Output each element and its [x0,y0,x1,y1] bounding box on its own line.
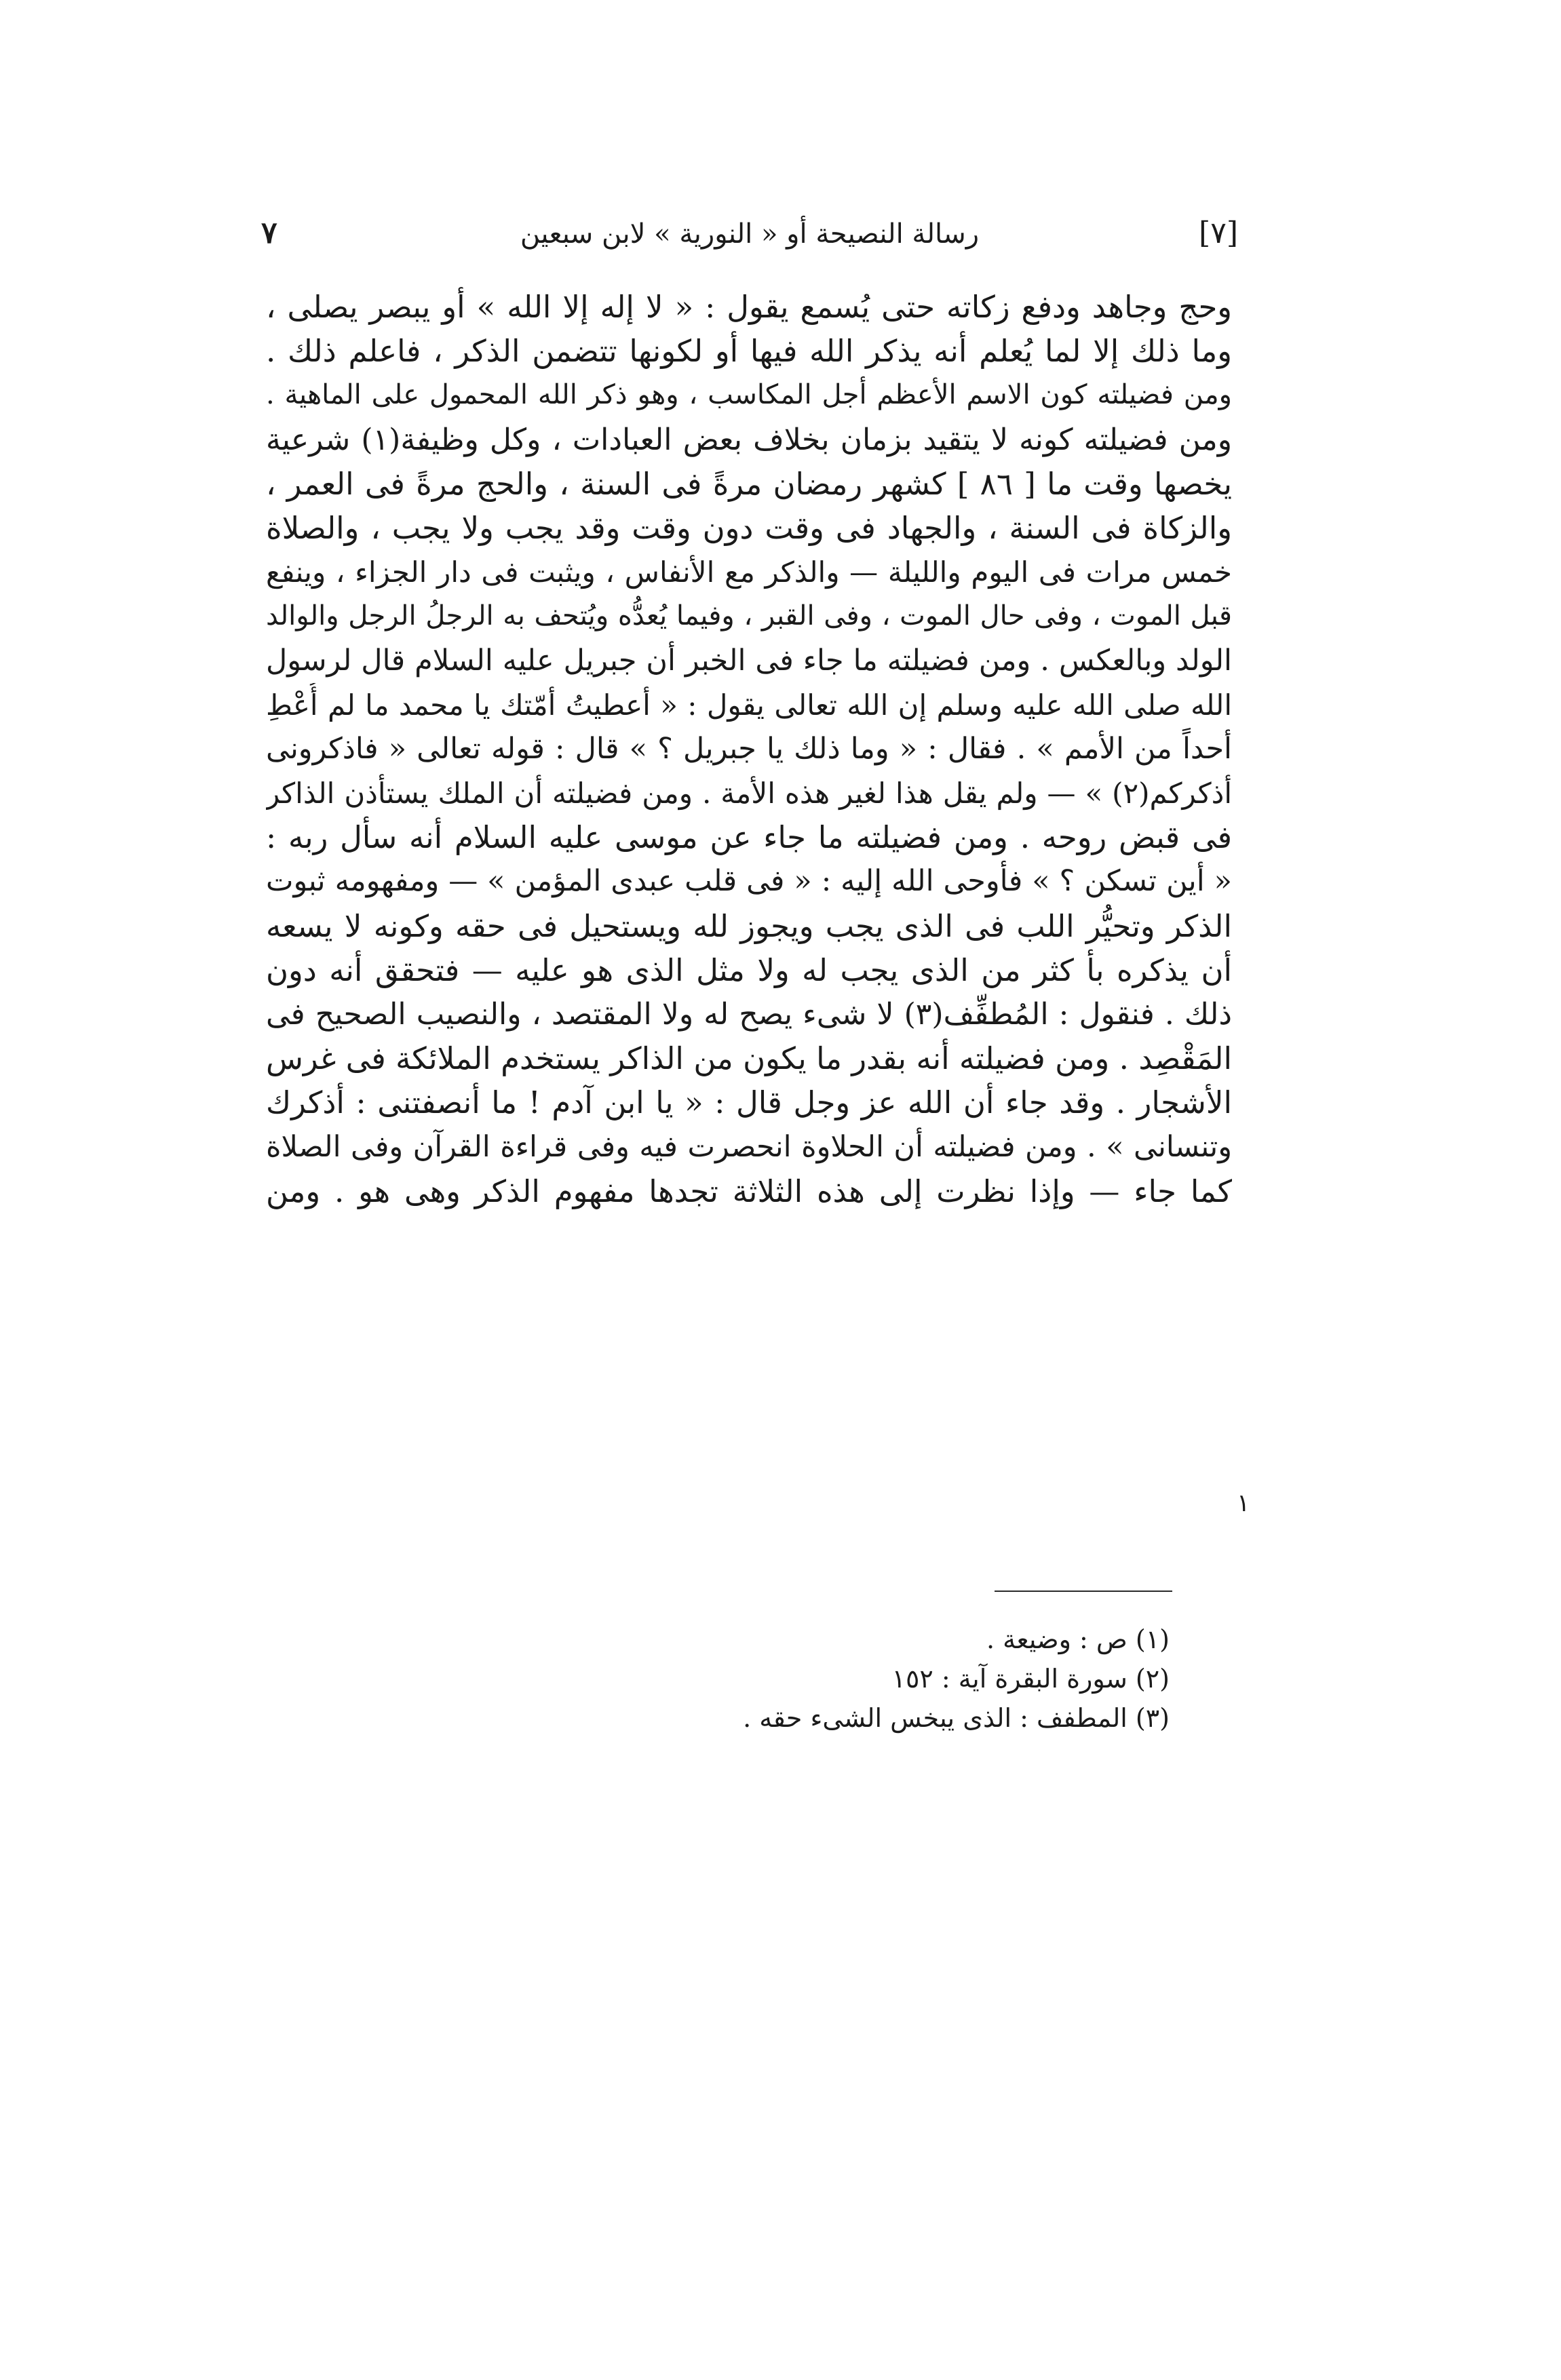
text-line: الأشجار . وقد جاء أن الله عز وجل قال : « يا ابن آدم ! ما أنصفتنى : أذكرك [266,1085,1232,1121]
text-line: والزكاة فى السنة ، والجهاد فى وقت دون وقت وقد يجب ولا يجب ، والصلاة [266,509,1232,546]
footnotes [611,1620,1170,1738]
text-line: أذكركم(٢) » — ولم يقل هذا لغير هذه الأمة . ومن فضيلته أن الملك يستأذن الذاكر [266,777,1232,811]
text-line: فى قبض روحه . ومن فضيلته ما جاء عن موسى عليه السلام أنه سأل ربه : [266,819,1232,856]
text-line: ذلك . فنقول : المُطفِّف(٣) لا شىء يصح له ولا المقتصد ، والنصيب الصحيح فى [266,997,1232,1032]
text-line: خمس مرات فى اليوم والليلة — والذكر مع الأنفاس ، ويثبت فى دار الجزاء ، وينفع [266,555,1232,589]
page-header [261,216,1238,270]
text-line: قبل الموت ، وفى حال الموت ، وفى القبر ، وفيما يُعدُّه ويُتحف به الرجلُ الرجل والوالد [266,600,1232,632]
text-line: وما ذلك إلا لما يُعلم أنه يذكر الله فيها أو لكونها تتضمن الذكر ، فاعلم ذلك . [266,333,1232,370]
text-line: أن يذكره بأ كثر من الذى يجب له ولا مثل الذى هو عليه — فتحقق أنه دون [266,952,1232,988]
text-line: أحداً من الأمم » . فقال : « وما ذلك يا جبريل ؟ » قال : قوله تعالى « فاذكرونى [266,731,1232,766]
text-line: الله صلى الله عليه وسلم إن الله تعالى يقول : « أعطيتُ أمّتك يا محمد ما لم أُعْطِ [266,688,1232,722]
footnote: (١) ص : وضيعة . [986,1624,1170,1654]
text-line: الولد وبالعكس . ومن فضيلته ما جاء فى الخبر أن جبريل عليه السلام قال لرسول [266,643,1232,678]
text-line: كما جاء — وإذا نظرت إلى هذه الثلاثة تجدها مفهوم الذكر وهى هو . ومن [266,1173,1232,1209]
text-line: ومن فضيلته كون الاسم الأعظم أجل المكاسب ، وهو ذكر الله المحمول على الماهية . [266,379,1232,411]
margin-mark: ١ [1237,1489,1250,1517]
text-line: يخصها وقت ما [ ٨٦ ] كشهر رمضان مرةً فى السنة ، والحج مرةً فى العمر ، [266,465,1232,502]
text-line: الذكر وتحيُّر اللب فى الذى يجب ويجوز لله ويستحيل فى حقه وكونه لا يسعه [266,908,1232,944]
text-line: وتنسانى » . ومن فضيلته أن الحلاوة انحصرت فيه وفى قراءة القرآن وفى الصلاة [266,1129,1232,1164]
body-text [266,285,1232,1213]
footnote: (٢) سورة البقرة آية : ١٥٢ [891,1664,1170,1694]
text-line: وحج وجاهد ودفع زكاته حتى يُسمع يقول : « لا إله إلا الله » أو يبصر يصلى ، [266,289,1232,325]
page-number: ٧ [261,216,277,250]
text-line: المَقْصِد . ومن فضيلته أنه بقدر ما يكون من الذاكر يستخدم الملائكة فى غرس [266,1040,1232,1077]
original-page-marker: [٧] [1199,216,1238,250]
text-line: « أين تسكن ؟ » فأوحى الله إليه : « فى قلب عبدى المؤمن » — ومفهومه ثبوت [266,864,1232,899]
running-title: رسالة النصيحة أو « النورية » لابن سبعين [520,218,980,250]
text-line: ومن فضيلته كونه لا يتقيد بزمان بخلاف بعض العبادات ، وكل وظيفة(١) شرعية [266,422,1232,457]
footnote: (٣) المطفف : الذى يبخس الشىء حقه . [743,1703,1170,1733]
footnote-separator [995,1591,1172,1592]
